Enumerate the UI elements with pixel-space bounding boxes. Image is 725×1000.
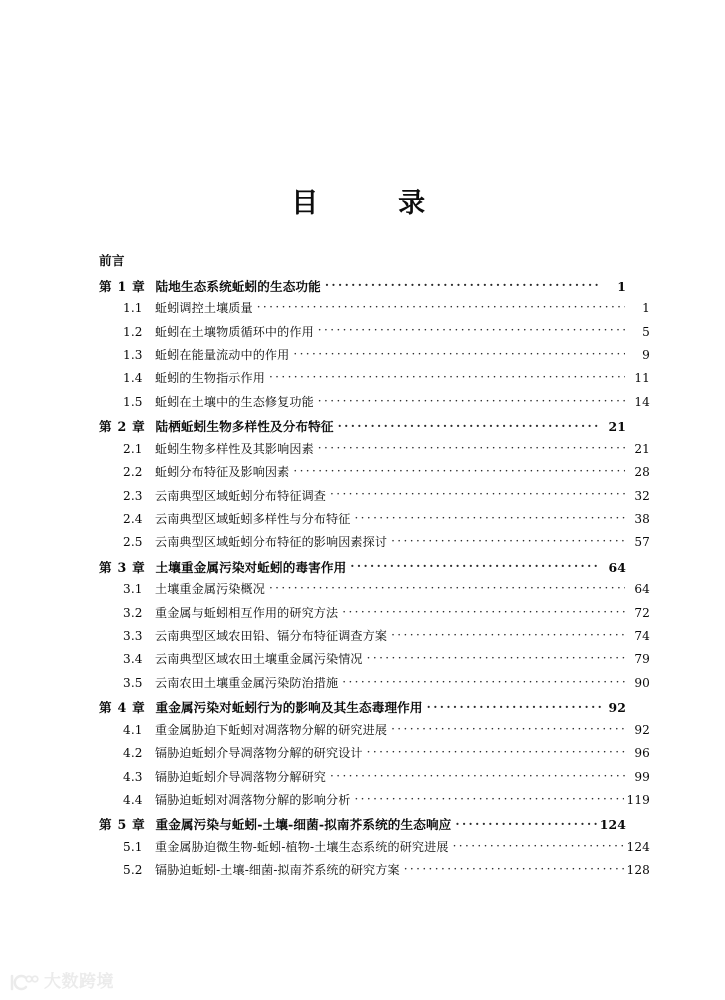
toc-section-row[interactable]	[99, 510, 650, 533]
chapter-title: 陆栖蚯蚓生物多样性及分布特征	[155, 419, 334, 435]
section-page-number: 38	[634, 511, 650, 526]
dot-leader	[269, 581, 625, 593]
section-number: 1.1	[123, 301, 143, 316]
section-page-number: 28	[634, 465, 650, 480]
toc-list	[99, 253, 650, 885]
section-number: 3.3	[123, 629, 143, 644]
page-title: 目 录	[291, 188, 434, 219]
chapter-title: 陆地生态系统蚯蚓的生态功能	[155, 278, 321, 294]
toc-section-row[interactable]	[99, 580, 650, 603]
section-number: 4.1	[123, 722, 143, 737]
section-page-number: 1	[642, 301, 650, 316]
section-title: 蚯蚓的生物指示作用	[155, 371, 265, 386]
section-title: 土壤重金属污染概况	[155, 582, 265, 597]
section-page-number: 92	[634, 722, 650, 737]
section-title: 重金属胁迫微生物-蚯蚓-植物-土壤生态系统的研究进展	[155, 839, 449, 854]
section-number: 5.2	[123, 863, 143, 878]
chapter-title: 土壤重金属污染对蚯蚓的毒害作用	[155, 559, 347, 575]
section-title: 镉胁迫蚯蚓介导凋落物分解研究	[155, 769, 327, 784]
section-title: 镉胁迫蚯蚓介导凋落物分解的研究设计	[155, 746, 363, 761]
toc-chapter-row[interactable]	[99, 416, 626, 440]
dot-leader	[367, 651, 625, 663]
toc-section-row[interactable]	[99, 791, 650, 814]
dot-leader	[318, 441, 625, 453]
chapter-page-number: 21	[608, 419, 626, 435]
section-page-number: 57	[634, 535, 650, 550]
toc-section-row[interactable]	[99, 533, 650, 556]
dot-leader	[404, 862, 624, 874]
dot-leader	[257, 300, 625, 312]
dot-leader	[293, 464, 625, 476]
dot-leader	[391, 534, 625, 546]
section-title: 镉胁迫蚯蚓对凋落物分解的影响分析	[155, 793, 351, 807]
dot-leader	[391, 722, 625, 734]
section-page-number: 11	[634, 371, 650, 386]
dot-leader	[354, 792, 623, 804]
section-number: 2.2	[123, 465, 143, 480]
section-number: 4.4	[123, 793, 143, 807]
section-page-number: 21	[634, 441, 650, 456]
toc-section-row[interactable]	[99, 768, 650, 791]
dot-leader	[427, 700, 601, 713]
section-number: 1.3	[123, 347, 143, 362]
section-title: 重金属胁迫下蚯蚓对凋落物分解的研究进展	[155, 722, 388, 737]
ic-circles-logo-icon	[9, 973, 39, 992]
section-number: 1.2	[123, 324, 143, 339]
section-title: 云南典型区域蚯蚓多样性与分布特征	[155, 511, 351, 526]
chapter-page-number: 64	[608, 559, 626, 575]
chapter-block	[99, 814, 650, 884]
section-number: 4.3	[123, 769, 143, 784]
dot-leader	[367, 745, 625, 757]
toc-section-row[interactable]	[99, 627, 650, 650]
dot-leader	[342, 605, 625, 617]
section-title: 云南典型区域蚯蚓分布特征的影响因素探讨	[155, 535, 388, 550]
toc-section-row[interactable]	[99, 650, 650, 673]
section-title: 蚯蚓调控土壤质量	[155, 301, 253, 316]
section-number: 2.3	[123, 488, 143, 503]
section-page-number: 32	[634, 488, 650, 503]
section-number: 1.5	[123, 394, 143, 409]
chapter-page-number: 92	[608, 700, 626, 716]
section-title: 蚯蚓在土壤物质循环中的作用	[155, 324, 314, 339]
chapter-page-number: 1	[617, 278, 626, 294]
toc-chapter-row[interactable]	[99, 697, 626, 721]
section-page-number: 99	[634, 769, 650, 784]
dot-leader	[325, 278, 601, 291]
toc-section-row[interactable]	[99, 369, 650, 392]
section-page-number: 64	[634, 582, 650, 597]
section-page-number: 5	[642, 324, 650, 339]
section-page-number: 96	[634, 746, 650, 761]
section-title: 蚯蚓生物多样性及其影响因素	[155, 441, 314, 456]
section-page-number: 72	[634, 605, 650, 620]
section-number: 2.5	[123, 535, 143, 550]
chapters-container	[99, 276, 650, 885]
dot-leader	[455, 817, 596, 830]
chapter-title: 重金属污染对蚯蚓行为的影响及其生态毒理作用	[155, 700, 423, 716]
section-number: 1.4	[123, 371, 143, 386]
section-number: 3.1	[123, 582, 143, 597]
toc-section-row[interactable]	[99, 299, 650, 322]
dot-leader	[350, 559, 601, 572]
dot-leader	[338, 419, 601, 432]
section-page-number: 14	[634, 394, 650, 409]
chapter-number: 第 3 章	[99, 559, 146, 575]
section-title: 蚯蚓在土壤中的生态修复功能	[155, 394, 314, 409]
toc-chapter-row[interactable]	[99, 814, 626, 838]
section-title: 重金属与蚯蚓相互作用的研究方法	[155, 605, 339, 620]
section-page-number: 74	[634, 629, 650, 644]
toc-section-row[interactable]	[99, 744, 650, 767]
section-number: 2.1	[123, 441, 143, 456]
section-title: 云南典型区域农田土壤重金属污染情况	[155, 652, 363, 667]
toc-section-row[interactable]	[99, 393, 650, 416]
toc-section-row[interactable]	[99, 674, 650, 697]
toc-section-row[interactable]	[99, 487, 650, 510]
dot-leader	[453, 839, 624, 851]
dot-leader	[330, 487, 625, 499]
chapter-number: 第 5 章	[99, 817, 146, 833]
section-page-number: 79	[634, 652, 650, 667]
section-number: 3.5	[123, 675, 143, 690]
toc-section-row[interactable]	[99, 721, 650, 744]
section-page-number: 128	[626, 863, 650, 878]
toc-section-row[interactable]	[99, 861, 650, 884]
section-title: 蚯蚓分布特征及影响因素	[155, 465, 290, 480]
chapter-number: 第 4 章	[99, 700, 146, 716]
dot-leader	[391, 628, 625, 640]
toc-section-row[interactable]	[99, 323, 650, 346]
dot-leader	[318, 323, 625, 335]
section-page-number: 119	[626, 793, 650, 807]
section-page-number: 90	[634, 675, 650, 690]
watermark	[9, 973, 114, 992]
section-number: 3.4	[123, 652, 143, 667]
dot-leader	[354, 511, 625, 523]
section-page-number: 9	[642, 347, 650, 362]
toc-section-row[interactable]	[99, 463, 650, 486]
section-number: 4.2	[123, 746, 143, 761]
chapter-title: 重金属污染与蚯蚓-土壤-细菌-拟南芥系统的生态响应	[155, 817, 452, 833]
section-page-number: 124	[626, 839, 650, 854]
section-title: 镉胁迫蚯蚓-土壤-细菌-拟南芥系统的研究方案	[155, 863, 400, 878]
toc-section-row[interactable]	[99, 838, 650, 861]
section-title: 云南典型区域农田铅、镉分布特征调查方案	[155, 629, 388, 644]
dot-leader	[318, 394, 625, 406]
chapter-block	[99, 416, 650, 557]
toc-section-row[interactable]	[99, 604, 650, 627]
preface-entry: 前言	[99, 253, 125, 268]
dot-leader	[269, 370, 625, 382]
toc-chapter-row[interactable]	[99, 557, 626, 581]
chapter-page-number: 124	[599, 817, 626, 833]
section-title: 云南农田土壤重金属污染防治措施	[155, 675, 339, 690]
toc-section-row[interactable]	[99, 440, 650, 463]
dot-leader	[342, 675, 625, 687]
chapter-block	[99, 276, 650, 417]
section-title: 云南典型区域蚯蚓分布特征调查	[155, 488, 327, 503]
section-number: 2.4	[123, 511, 143, 526]
toc-chapter-row[interactable]	[99, 276, 626, 300]
section-title: 蚯蚓在能量流动中的作用	[155, 347, 290, 362]
chapter-number: 第 1 章	[99, 278, 146, 294]
chapter-block	[99, 697, 650, 814]
chapter-block	[99, 557, 650, 698]
dot-leader	[293, 347, 625, 359]
dot-leader	[330, 769, 625, 781]
watermark-text: 大数跨境	[44, 972, 115, 992]
chapter-number: 第 2 章	[99, 419, 146, 435]
section-number: 3.2	[123, 605, 143, 620]
toc-section-row[interactable]	[99, 346, 650, 369]
section-number: 5.1	[123, 839, 143, 854]
